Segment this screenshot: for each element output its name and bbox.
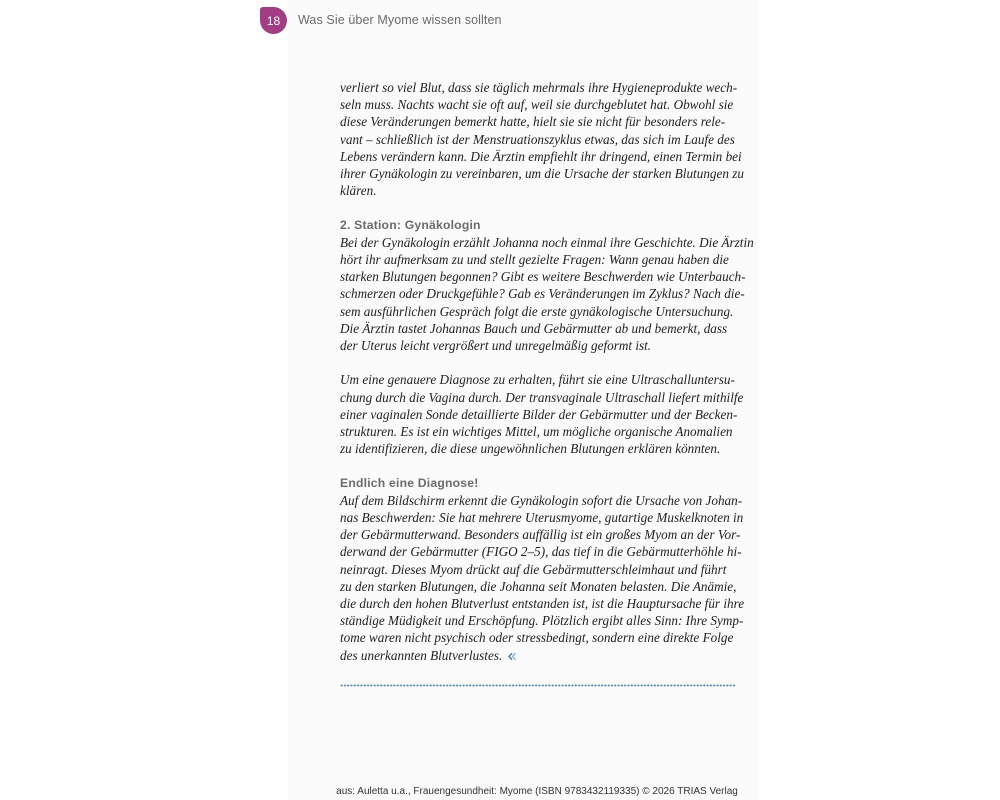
text-line: zu identifizieren, die diese ungewöhnlichen Blutungen erklären könnten. [340,441,721,457]
text-line: einer vaginalen Sonde detaillierte Bilder der Gebärmutter und der Becken- [340,406,738,422]
text-line: strukturen. Es ist ein wichtiges Mittel, um mögliche organische Anomalien [340,424,733,440]
text-line: des unerkannten Blutverlustes. [340,647,503,663]
text-line: ständige Müdigkeit und Erschöpfung. Plötzlich ergibt alles Sinn: Ihre Symp- [340,613,744,629]
text-line: diese Veränderungen bemerkt hatte, hielt sie sie nicht für besonders rele- [340,114,726,130]
text-line: sem ausführlichen Gespräch folgt die erste gynäkologische Untersuchung. [340,303,734,319]
text-line: starken Blutungen begonnen? Gibt es weitere Beschwerden wie Unterbauch- [340,269,746,285]
page-number: 18 [266,13,281,28]
text-line: Lebens verändern kann. Die Ärztin empfiehlt ihr dringend, einen Termin bei [340,148,742,164]
text-line: Die Ärztin tastet Johannas Bauch und Gebärmutter ab und bemerkt, dass [340,320,728,336]
text-line: vant – schließlich ist der Menstruationszyklus etwas, das sich im Laufe des [340,131,735,147]
text-line: chung durch die Vagina durch. Der transvaginale Ultraschall liefert mithilfe [340,389,744,405]
text-line: nas Beschwerden: Sie hat mehrere Uterusmyome, gutartige Muskelknoten in [340,510,744,526]
text-line: Auf dem Bildschirm erkennt die Gynäkologin sofort die Ursache von Johan- [340,492,743,508]
text-line: verliert so viel Blut, dass sie täglich mehrmals ihre Hygieneprodukte wech- [340,80,738,95]
text-line-last [340,647,750,664]
paragraph-2 [340,234,754,354]
double-chevron-left-icon [507,648,516,657]
text-line: Bei der Gynäkologin erzählt Johanna noch einmal ihre Geschichte. Die Ärztin [340,234,754,250]
main-text [340,79,754,664]
text-line: der Gebärmutterwand. Besonders auffällig ist ein großes Myom an der Vor- [340,527,741,543]
paragraph-3 [340,371,750,457]
text-line: tome waren nicht psychisch oder stressbedingt, sondern eine direkte Folge [340,630,734,646]
section-heading-gynaecologist: 2. Station: Gynäkologin [340,217,481,232]
text-line: die durch den hohen Blutverlust entstanden ist, ist die Hauptursache für ihre [340,596,745,612]
text-line: klären. [340,183,377,199]
text-line: seln muss. Nachts wacht sie oft auf, weil sie durchgeblutet hat. Obwohl sie [340,97,734,113]
text-line: hört ihr aufmerksam zu und stellt gezielte Fragen: Wann genau haben die [340,252,729,268]
text-line: schmerzen oder Druckgefühle? Gab es Veränderungen im Zyklus? Nach die- [340,286,745,302]
text-line: Um eine genauere Diagnose zu erhalten, führt sie eine Ultraschalluntersu- [340,372,735,388]
paragraph-1 [340,79,750,199]
page-number-badge [260,7,287,34]
text-line: zu den starken Blutungen, die Johanna seit Monaten belasten. Die Anämie, [340,578,737,594]
dotted-divider [340,684,736,687]
text-line: neinragt. Dieses Myom drückt auf die Gebärmutterschleimhaut und führt [340,561,727,577]
running-title: Was Sie über Myome wissen sollten [298,13,502,27]
section-heading-diagnosis: Endlich eine Diagnose! [340,475,479,490]
text-line: der Uterus leicht vergrößert und unregelmäßig geformt ist. [340,338,652,354]
source-footer: aus: Auletta u.a., Frauengesundheit: Myome (ISBN 9783432119335) © 2026 TRIAS Verlag [336,786,738,797]
text-line: ihrer Gynäkologin zu vereinbaren, um die Ursache der starken Blutungen zu [340,166,744,182]
paragraph-4 [340,492,750,664]
text-line: derwand der Gebärmutter (FIGO 2–5), das tief in die Gebärmutterhöhle hi- [340,544,742,560]
